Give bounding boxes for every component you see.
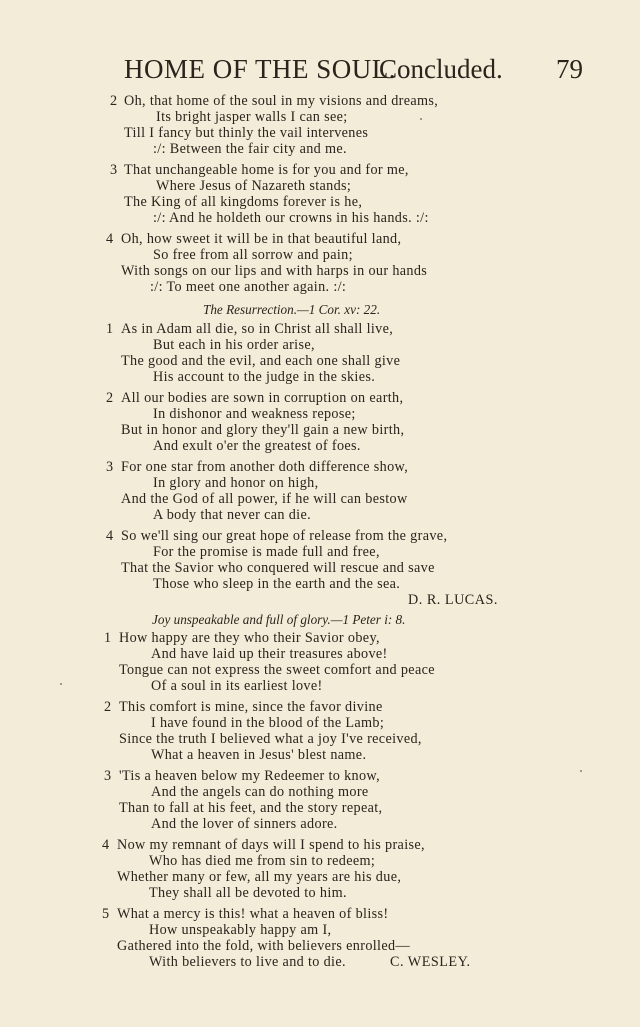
verse-line: For one star from another doth difference show, — [121, 459, 409, 475]
verse-line: :/: And he holdeth our crowns in his hands. :/: — [153, 210, 429, 226]
verse-line: :/: To meet one another again. :/: — [150, 279, 347, 295]
concluded-label: Concluded. — [379, 54, 503, 84]
stanza-number: 3 — [110, 162, 118, 178]
paper-speck — [580, 770, 582, 772]
verse-line: But in honor and glory they'll gain a new birth, — [121, 422, 405, 438]
page-header — [0, 50, 640, 90]
verse-line: What a heaven in Jesus' blest name. — [151, 747, 367, 763]
verse-line: For the promise is made full and free, — [153, 544, 380, 560]
hymn-heading: Joy unspeakable and full of glory.—1 Peter i: 8. — [152, 612, 406, 627]
verse-line: And exult o'er the greatest of foes. — [153, 438, 361, 454]
verse-line: 'Tis a heaven below my Redeemer to know, — [119, 768, 380, 784]
page-number: 79 — [556, 54, 583, 84]
verse-line: And the angels can do nothing more — [151, 784, 369, 800]
author-credit: C. WESLEY. — [390, 954, 471, 970]
verse-line: So we'll sing our great hope of release from the grave, — [121, 528, 448, 544]
verse-line: His account to the judge in the skies. — [153, 369, 376, 385]
stanza-number: 4 — [106, 528, 114, 544]
verse-line: Tongue can not express the sweet comfort and peace — [119, 662, 435, 678]
verse-line: All our bodies are sown in corruption on earth, — [121, 390, 404, 406]
verse-line: Now my remnant of days will I spend to his praise, — [117, 837, 425, 853]
verse-line: The good and the evil, and each one shall give — [121, 353, 401, 369]
verse-line: Where Jesus of Nazareth stands; — [156, 178, 352, 194]
verse-line: With believers to live and to die. — [149, 954, 346, 970]
verse-line: And have laid up their treasures above! — [151, 646, 388, 662]
verse-line: And the God of all power, if he will can bestow — [121, 491, 408, 507]
stanza-number: 2 — [106, 390, 114, 406]
verse-line: :/: Between the fair city and me. — [153, 141, 347, 157]
verse-line: So free from all sorrow and pain; — [153, 247, 353, 263]
verse-line: Oh, how sweet it will be in that beautiful land, — [121, 231, 402, 247]
stanza-number: 1 — [104, 630, 112, 646]
stanza-number: 3 — [104, 768, 112, 784]
verse-line: Those who sleep in the earth and the sea. — [153, 576, 401, 592]
verse-line: A body that never can die. — [153, 507, 312, 523]
stanza-number: 2 — [110, 93, 118, 109]
verse-line: In glory and honor on high, — [153, 475, 319, 491]
stanza-number: 3 — [106, 459, 114, 475]
verse-line: Of a soul in its earliest love! — [151, 678, 323, 694]
verse-line: The King of all kingdoms forever is he, — [124, 194, 363, 210]
verse-line: Oh, that home of the soul in my visions and dreams, — [124, 93, 439, 109]
verse-line: Whether many or few, all my years are his due, — [117, 869, 402, 885]
verse-line: What a mercy is this! what a heaven of bliss! — [117, 906, 389, 922]
stanza-number: 1 — [106, 321, 114, 337]
stanza-number: 5 — [102, 906, 110, 922]
running-title: HOME OF THE SOUL. — [124, 54, 397, 84]
stanza-number: 4 — [106, 231, 114, 247]
verse-line: Since the truth I believed what a joy I've received, — [119, 731, 422, 747]
verse-line: With songs on our lips and with harps in our hands — [121, 263, 428, 279]
verse-line: How unspeakably happy am I, — [149, 922, 332, 938]
verse-line: This comfort is mine, since the favor divine — [119, 699, 383, 715]
verse-line: How happy are they who their Savior obey, — [119, 630, 380, 646]
verse-line: As in Adam all die, so in Christ all shall live, — [121, 321, 394, 337]
verse-line: That the Savior who conquered will rescue and save — [121, 560, 435, 576]
verse-line: In dishonor and weakness repose; — [153, 406, 356, 422]
verse-line: But each in his order arise, — [153, 337, 315, 353]
verse-line: Who has died me from sin to redeem; — [149, 853, 376, 869]
verse-line: Its bright jasper walls I can see; — [156, 109, 348, 125]
stanza-number: 2 — [104, 699, 112, 715]
verse-line: They shall all be devoted to him. — [149, 885, 347, 901]
verse-line: Gathered into the fold, with believers enrolled— — [117, 938, 410, 954]
hymn-heading: The Resurrection.—1 Cor. xv: 22. — [203, 302, 381, 317]
verse-line: That unchangeable home is for you and for me, — [124, 162, 409, 178]
author-credit: D. R. LUCAS. — [408, 592, 498, 608]
verse-line: And the lover of sinners adore. — [151, 816, 338, 832]
stanza-number: 4 — [102, 837, 110, 853]
paper-speck — [60, 683, 62, 685]
verse-line: I have found in the blood of the Lamb; — [151, 715, 385, 731]
paper-speck — [420, 118, 422, 120]
verse-line: Than to fall at his feet, and the story repeat, — [119, 800, 383, 816]
verse-line: Till I fancy but thinly the vail intervenes — [124, 125, 369, 141]
